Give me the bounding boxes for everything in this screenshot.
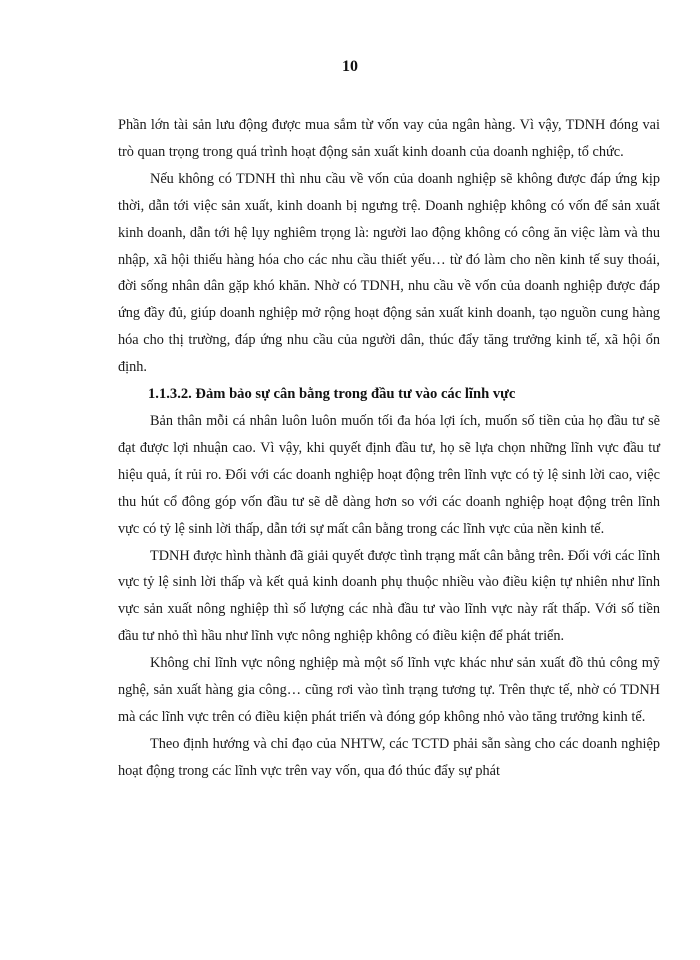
paragraph-4: TDNH được hình thành đã giải quyết được tình trạng mất cân bằng trên. Đối với các lĩnh vực tỷ lệ sinh lời thấp và kết quả kinh doanh phụ thuộc nhiều vào điều kiện tự nhiên như lĩnh vực sản xuất nông nghiệp thì số lượng các nhà đầu tư vào lĩnh vực này rất thấp. Với số tiền đầu tư nhỏ thì hầu như lĩnh vực nông nghiệp không có điều kiện để phát triển. (118, 547, 660, 645)
body-text (118, 112, 660, 785)
paragraph-2: Nếu không có TDNH thì nhu cầu về vốn của doanh nghiệp sẽ không được đáp ứng kịp thời, dẫn tới việc sản xuất, kinh doanh bị ngưng trệ. Doanh nghiệp không có vốn để sản xuất kinh doanh, dẫn tới hệ lụy nghiêm trọng là: người lao động không có công ăn việc làm và thu nhập, xã hội thiếu hàng hóa cho các nhu cầu thiết yếu… từ đó làm cho nền kinh tế suy thoái, đời sống nhân dân gặp khó khăn. Nhờ có TDNH, nhu cầu về vốn của doanh nghiệp được đáp ứng đầy đủ, giúp doanh nghiệp mở rộng hoạt động sản xuất kinh doanh, tạo nguồn cung hàng hóa cho thị trường, đáp ứng nhu cầu của người dân, thúc đẩy tăng trưởng kinh tế, xã hội ổn định. (118, 170, 660, 376)
paragraph-1: Phần lớn tài sản lưu động được mua sắm từ vốn vay của ngân hàng. Vì vậy, TDNH đóng vai trò quan trọng trong quá trình hoạt động sản xuất kinh doanh của doanh nghiệp, tổ chức. (118, 117, 660, 160)
page-number: 10 (342, 58, 358, 75)
paragraph-3: Bản thân mỗi cá nhân luôn luôn muốn tối đa hóa lợi ích, muốn số tiền của họ đầu tư sẽ đạt được lợi nhuận cao. Vì vậy, khi quyết định đầu tư, họ sẽ lựa chọn những lĩnh vực đầu tư hiệu quả, ít rủi ro. Đối với các doanh nghiệp hoạt động trên lĩnh vực có tỷ lệ sinh lời cao, việc thu hút cổ đông góp vốn đầu tư sẽ dễ dàng hơn so với các doanh nghiệp hoạt động trên lĩnh vực có tỷ lệ sinh lời thấp, dẫn tới sự mất cân bằng trong các lĩnh vực của nền kinh tế. (118, 412, 660, 537)
paragraph-6: Theo định hướng và chỉ đạo của NHTW, các TCTD phải sẵn sàng cho các doanh nghiệp hoạt động trong các lĩnh vực trên vay vốn, qua đó thúc đẩy sự phát (118, 735, 660, 779)
section-heading: 1.1.3.2. Đảm bảo sự cân bằng trong đầu tư vào các lĩnh vực (148, 386, 516, 403)
paragraph-5: Không chỉ lĩnh vực nông nghiệp mà một số lĩnh vực khác như sản xuất đồ thủ công mỹ nghệ, sản xuất hàng gia công… cũng rơi vào tình trạng tương tự. Trên thực tế, nhờ có TDNH mà các lĩnh vực trên có điều kiện phát triển và đóng góp không nhỏ vào tăng trưởng kinh tế. (118, 655, 660, 725)
